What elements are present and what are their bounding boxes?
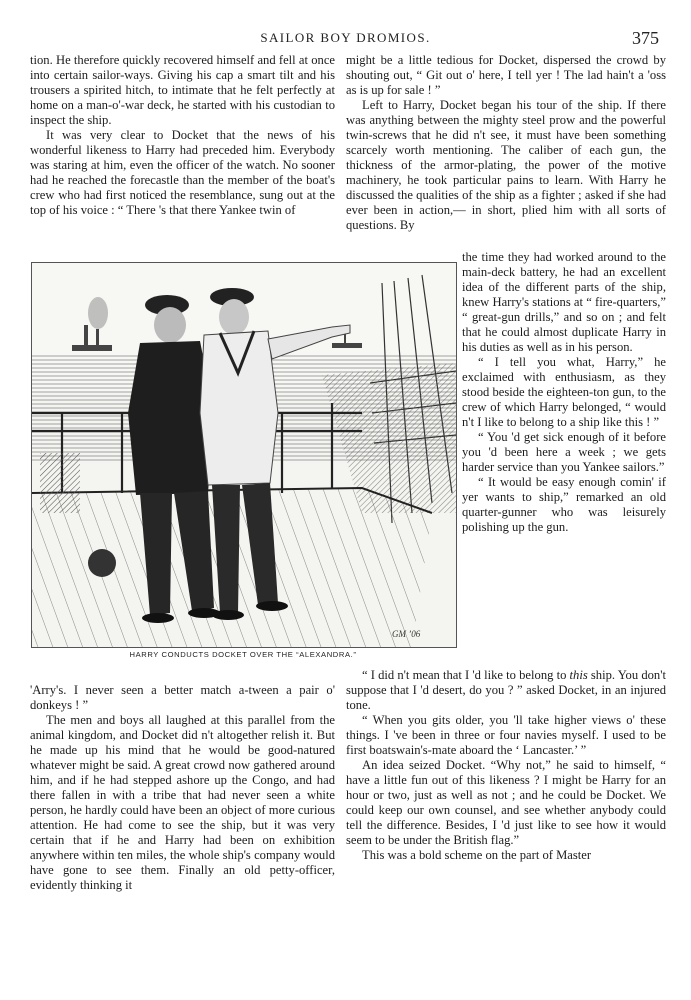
left-column-top	[30, 53, 335, 218]
paragraph: This was a bold scheme on the part of Master	[362, 848, 592, 862]
paragraph: 'Arry's. I never seen a better match a-tween a pair o' donkeys ! ”	[30, 683, 335, 712]
right-column-narrow	[462, 250, 666, 535]
paragraph	[346, 668, 666, 713]
page-header	[30, 28, 661, 50]
paragraph: Left to Harry, Docket began his tour of the ship. If there was anything between the mighty steel prow and the powerful twin-screws that he did n't see, it must have been something scarcely worth mentioning. The caliber of each gun, the thickness of the armor-plating, the power of the motive machinery, he took particular pains to learn. With Harry he discussed the qualities of the ship as a fighter ; asked if she had ever been in action,— in short, plied him with all sorts of questions. By	[346, 98, 666, 232]
paragraph: The men and boys all laughed at this parallel from the animal kingdom, and Docket did n't altogether relish it. But he made up his mind that he would be good-natured whatever might be said. A great crowd now gathered around him, and if he had stepped ashore up the Congo, and had there fallen in with a tribe that had never seen a white person, he hardly could have been an object of more curious attention. He had come to see the ship, but it was very certain that if he and Harry had been on exhibition anywhere within ten miles, the whole ship's company would have gone to see them. Finally an old petty-officer, evidently thinking it	[30, 713, 335, 892]
emphasis: this	[569, 668, 588, 682]
paragraph: “ It would be easy enough comin' if yer wants to ship,” remarked an old quarter-gunner who was leisurely polishing up the gun.	[462, 475, 666, 534]
left-column-bottom	[30, 683, 335, 893]
paragraph: the time they had worked around to the main-deck battery, he had an excellent idea of the different parts of the ship, knew Harry's stations at “ fire-quarters,” “ great-gun drills,” and so on ; and felt that he could almost duplicate Harry in his duties as well as in his person.	[462, 250, 666, 354]
artist-signature: GM ’06	[392, 629, 421, 639]
paragraph: An idea seized Docket. “Why not,” he said to himself, “ have a little fun out of this likeness ? I might be Harry for an hour or two, just as well as not ; and he could be Docket. We could keep our own counsel, and see whether anybody could tell the difference. Besides, I 'd just like to see how it would seem to be under the British flag.”	[346, 758, 666, 847]
right-column-bottom	[346, 668, 666, 863]
engraving-illustration	[31, 262, 457, 648]
figure-caption: HARRY CONDUCTS DOCKET OVER THE “ALEXANDRA.”	[129, 650, 357, 659]
paragraph: might be a little tedious for Docket, dispersed the crowd by shouting out, “ Git out o' here, I tell yer ! The lad hain't a 'oss as is up for sale ! ”	[346, 53, 666, 97]
right-column-top	[346, 53, 666, 233]
engraving-drawing	[32, 263, 456, 647]
text-run: “ I did n't mean that I 'd like to belong to	[362, 668, 570, 682]
running-head: SAILOR BOY DROMIOS.	[260, 30, 431, 45]
text-run: ship. You don't suppose that I 'd desert, do you ? ” asked Docket, in an injured tone.	[346, 668, 666, 712]
paragraph: “ When you gits older, you 'll take higher views o' these things. I 've been in three or four navies myself. I used to be first boatswain's-mate aboard the ‘ Lancaster.’ ”	[346, 713, 666, 757]
page-number: 375	[632, 28, 659, 48]
paragraph: It was very clear to Docket that the news of his wonderful likeness to Harry had preceded him. Everybody was staring at him, even the officer of the watch. No sooner had he reached the forecastle than the member of the boat's crew who had first noticed the resemblance, sung out at the top of his voice : “ There 's that there Yankee twin of	[30, 128, 335, 217]
paragraph: “ I tell you what, Harry,” he exclaimed with enthusiasm, as they stood beside the eighteen-ton gun, to the crew of which Harry belonged, “ would n't I like to belong to a ship like this ! ”	[462, 355, 666, 429]
paragraph: tion. He therefore quickly recovered himself and fell at once into certain sailor-ways. Giving his cap a smart tilt and his trousers a spirited hitch, to intimate that he felt perfectly at home on a man-o'-war deck, he started with his custodian to inspect the ship.	[30, 53, 335, 127]
paragraph: “ You 'd get sick enough of it before you 'd been here a week ; we gets harder service than you Yankee sailors.”	[462, 430, 666, 474]
